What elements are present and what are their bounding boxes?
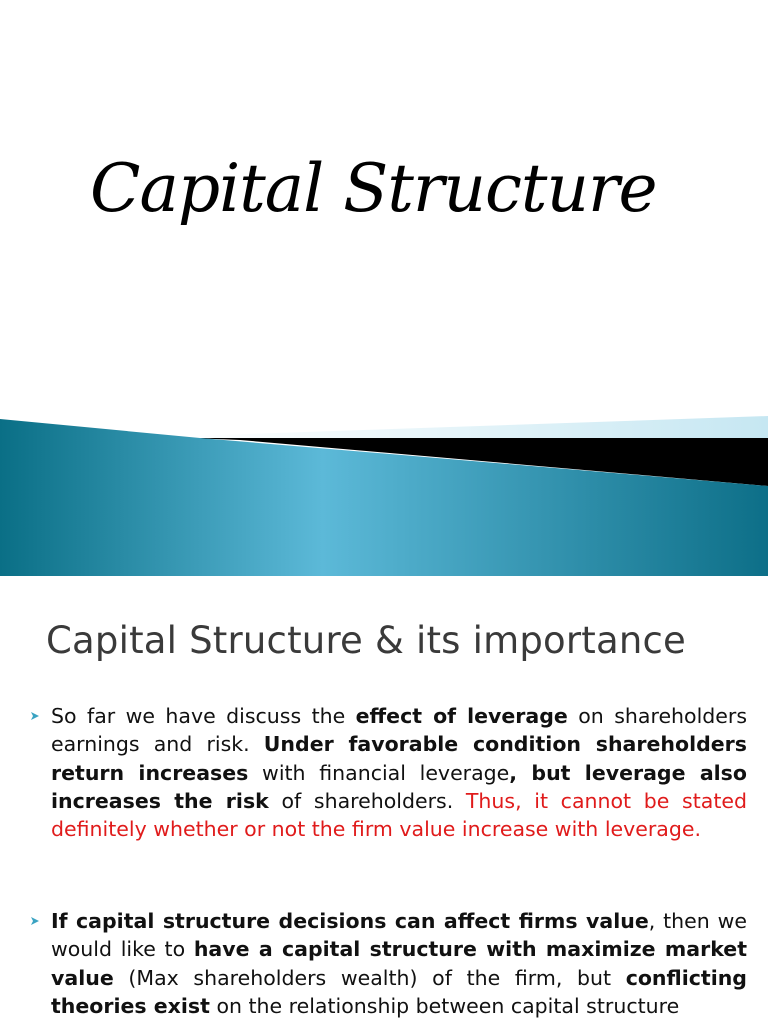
bullet-text-2 xyxy=(51,907,747,1020)
bullet-text-1 xyxy=(51,702,747,843)
bullet-segment: with financial leverage xyxy=(248,760,510,785)
decorative-banner xyxy=(0,414,768,576)
bullet-segment: effect of leverage xyxy=(355,704,568,728)
bullet-segment: have a capital structure with maximize market value xyxy=(51,937,747,990)
bullet-segment: conflicting theories exist xyxy=(51,965,747,1018)
bullet-segment: If capital structure decisions can affect firms value xyxy=(51,909,649,933)
bullet-item-1 xyxy=(30,702,747,843)
content-slide xyxy=(0,577,768,1024)
bullet-segment: (Max shareholders wealth) of the firm, but xyxy=(113,965,626,990)
arrow-bullet-icon xyxy=(30,711,40,721)
content-slide-title: Capital Structure & its importance xyxy=(46,619,687,662)
bullet-item-2 xyxy=(30,907,747,1020)
bullet-segment: , but leverage also increases the risk xyxy=(51,760,747,813)
slide-title: Capital Structure xyxy=(90,150,657,227)
arrow-bullet-icon xyxy=(30,916,40,926)
bullet-segment: on shareholders earnings and risk. xyxy=(51,704,748,757)
banner-pale-strip xyxy=(190,416,768,440)
bullet-segment: Under favorable condition shareholders return increases xyxy=(51,732,747,785)
bullet-segment: , then we would like to xyxy=(51,909,747,962)
bullet-segment: So far we have discuss the xyxy=(51,704,356,728)
bullet-segment: on the relationship between capital structure xyxy=(209,993,680,1018)
bullet-segment: of shareholders. xyxy=(268,788,466,813)
bullet-segment: Thus, it cannot be stated definitely whether or not the firm value increase with leverage. xyxy=(51,788,747,842)
